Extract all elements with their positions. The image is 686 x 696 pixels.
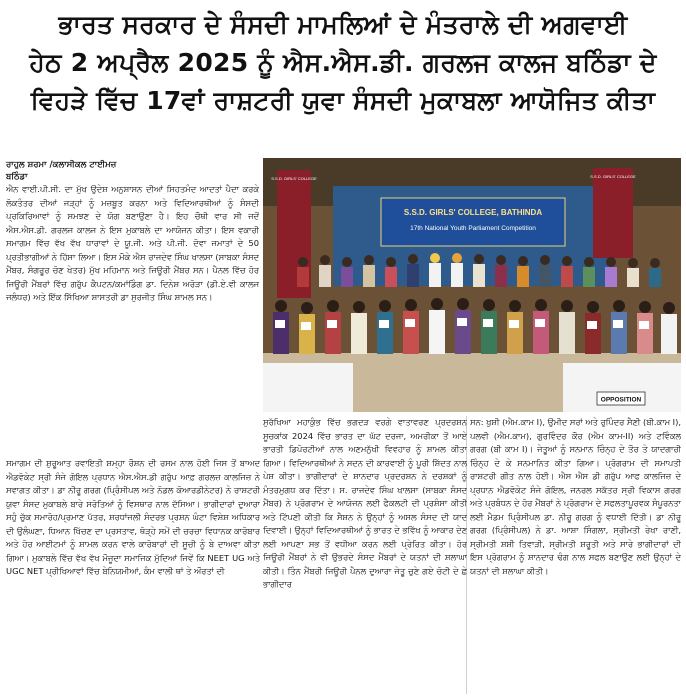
headline-line-3: ਵਿਹੜੇ ਵਿੱਚ 17ਵਾਂ ਰਾਸ਼ਟਰੀ ਯੁਵਾ ਸੰਸਦੀ ਮੁਕਾਬਲਾ ਆਯੋਜਿਤ ਕੀਤਾ bbox=[30, 86, 656, 115]
paragraph: ਸਮਾਗਮ ਦੀ ਸ਼ੁਰੂਆਤ ਰਵਾਇਤੀ ਸ਼ਮ੍ਹਾ ਰੌਸ਼ਨ ਦੀ ਰਸਮ ਨਾਲ ਹੋਈ ਜਿਸ ਤੋਂ ਬਾਅਦ ਐਡਵੋਕੇਟ ਸ੍ਰੀ ਸੰਜੇ ਗੋਇਲ ਪ੍ਰਧਾਨ ਐਸ.ਐਸ.ਡੀ ਗਰੁੱਪ ਆਫ਼ ਗਰਲਜ਼ ਕਾਲਜਿਜ਼ ਨੇ ਸਵਾਗਤ ਕੀਤਾ। ਡਾ ਨੀਰੂ ਗਰਗ (ਪ੍ਰਿੰਸੀਪਲ ਅਤੇ ਨੋਡਲ ਕੋਆਰਡੀਨੇਟਰ) ਨੇ ਰਾਸ਼ਟਰੀ ਯੁਵਾ ਸੰਸਦ ਮੁਕਾਬਲੇ ਬਾਰੇ ਸਰੋਤਿਆਂ ਨੂੰ ਵਿਸਥਾਰ ਨਾਲ ਦੱਸਿਆ। ਭਾਗੀਦਾਰਾਂ ਦੁਆਰਾ ਸਹੁੰ ਚੁੱਕ ਸਮਾਰੋਹ/ਪ੍ਰਮਾਣ ਪੱਤਰ, ਸ਼ਰਧਾਂਜਲੀ ਸੰਦਰਭ ਪ੍ਰਸ਼ਨ ਘੰਟਾ ਵਿਸ਼ੇਸ਼ ਅਧਿਕਾਰ ਦੀ ਉਲੰਘਣਾ, ਧਿਆਨ ਖਿੱਚਣ ਦਾ ਪ੍ਰਸਤਾਵ, ਥੋੜ੍ਹੇ ਸਮੇਂ ਦੀ ਚਰਚਾ ਵਿਧਾਨਕ ਕਾਰੋਬਾਰ ਅਤੇ ਹੋਰ ਆਈਟਮਾਂ ਨੂੰ ਸ਼ਾਮਲ ਕਰਨ ਵਾਲੇ ਕਾਰੋਬਾਰਾਂ ਦੀ ਸੂਚੀ ਨੂੰ ਬੇ ਦਾਅਵਾ ਕੀਤਾ ਗਿਆ। ਮੁਕਾਬਲੇ ਵਿੱਚ ਵੱਖ ਵੱਖ ਮੌਜੂਦਾ ਸਮਾਜਿਕ ਮੁੱਦਿਆਂ ਜਿਵੇਂ ਕਿ NEET UG ਅਤੇ UGC NET ਪ੍ਰੀਖਿਆਵਾਂ ਵਿੱਚ ਬੇਨਿਯਮੀਆਂ, ਕੰਮ ਵਾਲੀ ਥਾਂ ਤੇ ਔਰਤਾਂ ਦੀ bbox=[6, 458, 260, 576]
article-column-3 bbox=[470, 416, 681, 694]
paragraph: ਸੁਰੱਖਿਆ ਮਹਾਕੁੰਭ ਵਿੱਚ ਭਗਦੜ ਵਰਗੇ ਵਾਤਾਵਰਣ ਪ੍ਰਦਰਸ਼ਨ ਸੂਚਕਾਂਕ 2024 ਵਿੱਚ ਭਾਰਤ ਦਾ ਘੱਟ ਦਰਜਾ, ਅਮਰੀਕਾ ਤੋਂ ਆਏ ਭਾਰਤੀ ਡਿਪੋਰਟੀਆਂ ਨਾਲ ਅਣਮਨੁੱਖੀ ਵਿਵਹਾਰ ਨੂੰ ਸ਼ਾਮਲ ਕੀਤਾ ਗਿਆ। ਵਿਦਿਆਰਥੀਆਂ ਨੇ ਸਦਨ ਦੀ ਕਾਰਵਾਈ ਨੂੰ ਪੂਰੀ ਸ਼ਿੱਦਤ ਨਾਲ ਪੇਸ਼ ਕੀਤਾ। ਭਾਗੀਦਾਰਾਂ ਦੇ ਸ਼ਾਨਦਾਰ ਪ੍ਰਦਰਸ਼ਨ ਨੇ ਦਰਸ਼ਕਾਂ ਨੂੰ ਮੰਤਰਮੁਗਧ ਕਰ ਦਿੱਤਾ। ਸ. ਰਾਜਦੇਵ ਸਿੰਘ ਖਾਲਸਾ (ਸਾਬਕਾ ਸੰਸਦ ਮੈਂਬਰ) ਨੇ ਪ੍ਰੋਗਰਾਮ ਦੇ ਆਯੋਜਨ ਲਈ ਫੈਕਲਟੀ ਦੀ ਪ੍ਰਸ਼ੰਸਾ ਕੀਤੀ ਅਤੇ ਟਿੱਪਣੀ ਕੀਤੀ ਕਿ ਸੈਸ਼ਨ ਨੇ ਉਨ੍ਹਾਂ ਨੂੰ ਅਸਲ ਸੰਸਦ ਦੀ ਯਾਦ ਦਿਵਾਈ। ਉਨ੍ਹਾਂ ਵਿਦਿਆਰਥੀਆਂ ਨੂੰ ਭਾਰਤ ਦੇ ਭਵਿੱਖ ਨੂੰ ਆਕਾਰ ਦੇਣ ਲਈ ਆਪਣਾ ਸਭ ਤੋਂ ਵਧੀਆ ਕਰਨ ਲਈ ਪ੍ਰੇਰਿਤ ਕੀਤਾ। ਹੋਰ ਜਿਊਰੀ ਮੈਂਬਰਾਂ ਨੇ ਵੀ ਉਭਰਦੇ ਸੰਸਦ ਮੈਂਬਰਾਂ ਦੇ ਯਤਨਾਂ ਦੀ ਸ਼ਲਾਘਾ ਕੀਤੀ। ਤਿੰਨ ਮੈਂਬਰੀ ਜਿਊਰੀ ਪੈਨਲ ਦੁਆਰਾ ਜੇਤੂ ਚੁਣੇ ਗਏ ਚੋਟੀ ਦੇ ਛੇ ਭਾਗੀਦਾਰ bbox=[263, 417, 467, 589]
banner-subtitle: 17th National Youth Parliament Competition bbox=[410, 225, 536, 232]
byline: ਰਾਹੁਲ ਸ਼ਰਮਾ /ਕਲਾਸੀਕਲ ਟਾਈਮਜ਼ bbox=[6, 160, 117, 170]
event-group-photo bbox=[263, 158, 681, 412]
banner-title: S.S.D. GIRLS' COLLEGE, BATHINDA bbox=[403, 208, 543, 217]
opposition-sign-text: OPPOSITION bbox=[600, 396, 642, 404]
side-banner-left-text: S.S.D. GIRLS' COLLEGE bbox=[271, 176, 317, 181]
headline-line-2: ਹੇਠ 2 ਅਪ੍ਰੈਲ 2025 ਨੂੰ ਐਸ.ਐਸ.ਡੀ. ਗਰਲਜ ਕਾਲਜ ਬਠਿੰਡਾ ਦੇ bbox=[29, 48, 657, 77]
group-photo-illustration bbox=[263, 158, 681, 412]
headline-line-1: ਭਾਰਤ ਸਰਕਾਰ ਦੇ ਸੰਸਦੀ ਮਾਮਲਿਆਂ ਦੇ ਮੰਤਰਾਲੇ ਦੀ ਅਗਵਾਈ bbox=[58, 10, 628, 39]
main-banner bbox=[381, 198, 565, 246]
headline bbox=[0, 6, 686, 120]
side-banner-right-text: S.S.D. GIRLS' COLLEGE bbox=[590, 174, 636, 179]
side-banner-right bbox=[593, 168, 633, 258]
left-table bbox=[263, 363, 353, 412]
paragraph: ਸਨ: ਖੁਸ਼ੀ (ਐਮ.ਕਾਮ I), ਉਮੀਦ ਸਰਾਂ ਅਤੇ ਰੁਪਿੰਦਰ ਸੈਣੀ (ਬੀ.ਕਾਮ I), ਪਲਵੀ (ਐਮ.ਕਾਮ), ਗੁਰਵਿੰਦਰ ਕੌਰ (ਐਮ ਕਾਮ-II) ਅਤੇ ਟਵਿੰਕਲ ਗਰਗ (ਬੀ ਕਾਮ I)। ਜੇਤੂਆਂ ਨੂੰ ਸਨਮਾਨ ਚਿੰਨ੍ਹ ਦੇ ਤੌਰ ਤੇ ਯਾਦਗਾਰੀ ਚਿੰਨ੍ਹ ਦੇ ਕੇ ਸਨਮਾਨਿਤ ਕੀਤਾ ਗਿਆ। ਪ੍ਰੋਗਰਾਮ ਦੀ ਸਮਾਪਤੀ ਰਾਸ਼ਟਰੀ ਗੀਤ ਨਾਲ ਹੋਈ। ਐਸ ਐਸ ਡੀ ਗਰੁੱਪ ਆਫ ਕਾਲਜਿਜ਼ ਦੇ ਪ੍ਰਧਾਨ ਐਡਵੋਕੇਟ ਸੰਜੇ ਗੋਇਲ, ਜਨਰਲ ਸਕੱਤਰ ਸ੍ਰੀ ਵਿਕਾਸ ਗਰਗ ਅਤੇ ਪ੍ਰਬੰਧਨ ਦੇ ਹੋਰ ਮੈਂਬਰਾਂ ਨੇ ਪ੍ਰੋਗਰਾਮ ਦੇ ਸਫਲਤਾਪੂਰਵਕ ਸੰਪੂਰਨਤਾ ਲਈ ਮੈਡਮ ਪ੍ਰਿੰਸੀਪਲ ਡਾ. ਨੀਰੂ ਗਰਗ ਨੂੰ ਵਧਾਈ ਦਿੱਤੀ। ਡਾ ਨੀਰੂ ਗਰਗ (ਪ੍ਰਿੰਸੀਪਲ) ਨੇ ਡਾ. ਆਸ਼ਾ ਸਿੰਗਲਾ, ਸ੍ਰੀਮਤੀ ਰੇਖਾ ਰਾਣੀ, ਸ੍ਰੀਮਤੀ ਸ਼ਸ਼ੀ ਤਿਵਾੜੀ, ਸ੍ਰੀਮਤੀ ਸ਼ਰੂਤੀ ਅਤੇ ਸਾਰੇ ਭਾਗੀਦਾਰਾਂ ਦੀ ਇਸ ਪ੍ਰੋਗਰਾਮ ਨੂੰ ਸ਼ਾਨਦਾਰ ਢੰਗ ਨਾਲ ਸਫਲ ਬਣਾਉਣ ਲਈ ਉਨ੍ਹਾਂ ਦੇ ਯਤਨਾਂ ਦੀ ਸ਼ਲਾਘਾ ਕੀਤੀ। bbox=[470, 417, 681, 576]
article-column-1-top bbox=[6, 183, 259, 455]
paragraph: ਐਨ ਵਾਈ.ਪੀ.ਸੀ. ਦਾ ਮੁੱਖ ਉਦੇਸ਼ ਅਨੁਸ਼ਾਸਨ ਦੀਆਂ ਸਿਹਤਮੰਦ ਆਦਤਾਂ ਪੈਦਾ ਕਰਕੇ ਲੋਕਤੰਤਰ ਦੀਆਂ ਜੜ੍ਹਾਂ ਨੂੰ ਮਜ਼ਬੂਤ ਕਰਨਾ ਅਤੇ ਵਿਦਿਆਰਥੀਆਂ ਨੂੰ ਸੰਸਦੀ ਪ੍ਰਕਿਰਿਆਵਾਂ ਨੂੰ ਸਮਝਣ ਦੇ ਯੋਗ ਬਣਾਉਣਾ ਹੈ। ਇਹ ਚੌਥੀ ਵਾਰ ਸੀ ਜਦੋਂ ਐਸ.ਐਸ.ਡੀ. ਗਰਲਜ ਕਾਲਜ ਨੇ ਇਸ ਮੁਕਾਬਲੇ ਦਾ ਆਯੋਜਨ ਕੀਤਾ। ਇਸ ਵਕਾਰੀ ਸਮਾਗਮ ਵਿੱਚ ਵੱਖ ਵੱਖ ਧਾਰਾਵਾਂ ਦੇ ਯੂ.ਜੀ. ਅਤੇ ਪੀ.ਜੀ. ਦੋਵਾ ਜਮਾਤਾਂ ਦੇ 50 ਪ੍ਰਤੀਭਾਗੀਆਂ ਨੇ ਹਿੱਸਾ ਲਿਆ। ਇਸ ਮੌਕੇ ਐਸ ਰਾਜਦੇਵ ਸਿੰਘ ਖਾਲਸਾ (ਸਾਬਕਾ ਸੰਸਦ ਮੈਂਬਰ, ਸੰਗਰੂਰ ਚੋਣ ਖੇਤਰ) ਮੁੱਖ ਮਹਿਮਾਨ ਅਤੇ ਜਿਊਰੀ ਮੈਂਬਰ ਸਨ। ਪੈਨਲ ਵਿੱਚ ਹੋਰ ਜਿਊਰੀ ਮੈਂਬਰਾਂ ਵਿੱਚ ਗਰੁੱਪ ਕੈਪਟਨ/ਕਮਾਂਡਿੰਗ ਡਾ. ਦਿਨੇਸ਼ ਅਰੋੜਾ (ਡੀ.ਏ.ਵੀ ਕਾਲਜ ਜਲੰਧਰ) ਅਤੇ ਇੱਕ ਸਿੱਖਿਆ ਸ਼ਾਸਤਰੀ ਡਾ ਸੁਰਜੀਤ ਸਿੰਘ ਸ਼ਾਮਲ ਸਨ। bbox=[6, 184, 259, 302]
byline-block bbox=[6, 159, 116, 183]
article-column-2 bbox=[263, 416, 467, 694]
dateline: ਬਠਿੰਡਾ bbox=[6, 172, 28, 182]
article-column-1-bottom bbox=[6, 457, 260, 693]
